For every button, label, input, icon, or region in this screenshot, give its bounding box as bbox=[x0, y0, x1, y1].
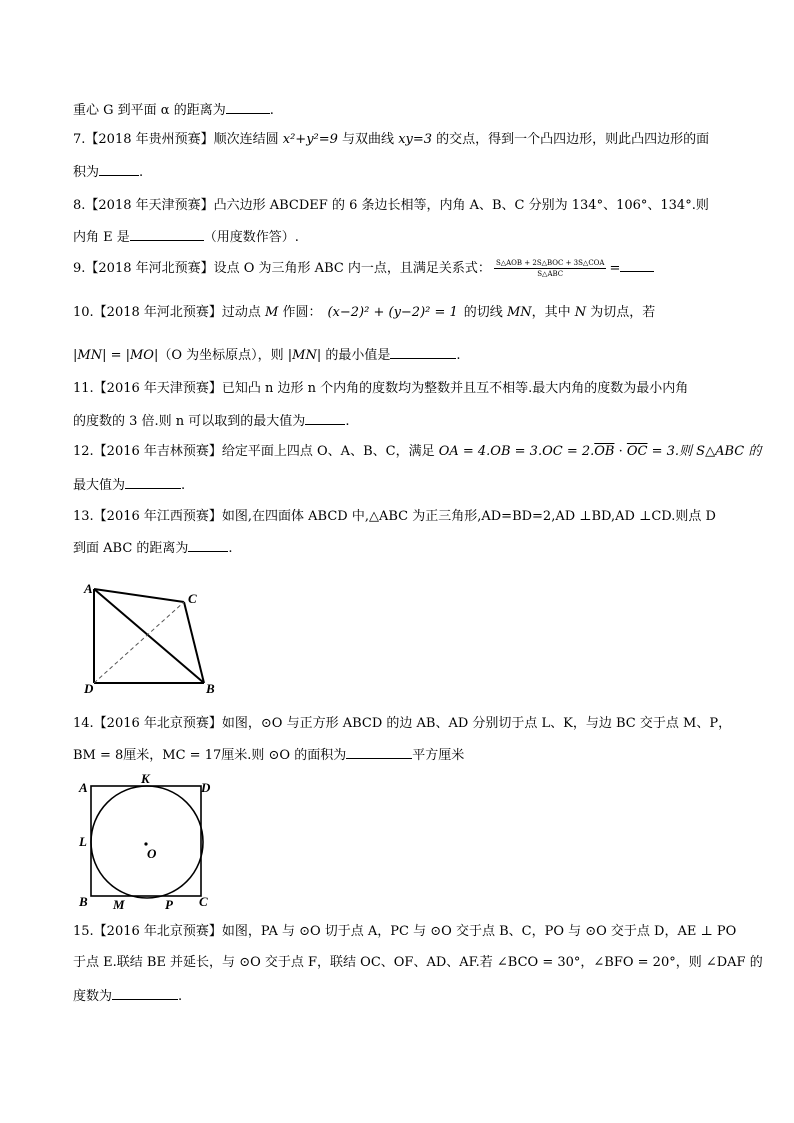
label-C: C bbox=[188, 591, 197, 606]
label-D: D bbox=[84, 681, 94, 695]
label-B: B bbox=[79, 894, 88, 909]
q8-line1: 8.【2018 年天津预赛】凸六边形 ABCDEF 的 6 条边长相等，内角 A、B、C 分别为 134°、106°、134°.则 bbox=[73, 198, 709, 213]
q7-line1: 7.【2018 年贵州预赛】顺次连结圆 x²+y²=9 与双曲线 xy=3 的交点，得到一个凸四边形，则此凸四边形的面 bbox=[73, 132, 710, 147]
label-P: P bbox=[165, 897, 173, 912]
answer-blank bbox=[188, 538, 228, 552]
q6-line: 重心 G 到平面 α 的距离为 bbox=[73, 103, 226, 118]
tetrahedron-figure bbox=[70, 575, 230, 695]
q9-fraction: $\frac{\text{S△AOB + 2S△BOC + 3S△COA}}{\text{S△ABC}}$ bbox=[495, 259, 605, 278]
label-A: A bbox=[84, 581, 93, 596]
q13-line1: 13.【2016 年江西预赛】如图,在四面体 ABCD 中,△ABC 为正三角形,AD=BD=2,AD ⊥BD,AD ⊥CD.则点 D bbox=[73, 509, 716, 524]
q10-line2: |MN| = |MO|（O 为坐标原点），则 |MN| 的最小值是 . bbox=[73, 345, 733, 365]
q13-line2: 到面 ABC 的距离为 . bbox=[73, 538, 733, 558]
answer-blank bbox=[346, 745, 412, 759]
label-O: O bbox=[147, 846, 157, 861]
label-L: L bbox=[79, 834, 87, 849]
q14-line2: BM = 8厘米，MC = 17厘米.则 ⊙O 的面积为 平方厘米 bbox=[73, 745, 733, 765]
hidden-edge-DC bbox=[94, 602, 184, 683]
answer-blank bbox=[620, 258, 654, 272]
q9-line: 9.【2018 年河北预赛】设点 O 为三角形 ABC 内一点，且满足关系式： $\frac{\text{S△AOB + 2S△BOC + 3S△COA}}{\text{S△ABC}}$ = bbox=[73, 258, 733, 279]
label-K: K bbox=[141, 772, 150, 786]
q12-line2: 最大值为 . bbox=[73, 475, 733, 495]
answer-blank bbox=[99, 162, 139, 176]
circle-O bbox=[91, 786, 203, 898]
answer-blank bbox=[226, 100, 270, 114]
q14-line1: 14.【2016 年北京预赛】如图，⊙O 与正方形 ABCD 的边 AB、AD 分别切于点 L、K，与边 BC 交于点 M、P， bbox=[73, 716, 732, 731]
q15-line1: 15.【2016 年北京预赛】如图，PA 与 ⊙O 切于点 A，PC 与 ⊙O 交于点 B、C，PO 与 ⊙O 交于点 D，AE ⊥ PO bbox=[73, 924, 737, 939]
q15-line2: 于点 E.联结 BE 并延长，与 ⊙O 交于点 F，联结 OC、OF、AD、AF.若 ∠BCO = 30°，∠BFO = 20°，则 ∠DAF 的 bbox=[73, 955, 763, 970]
label-A: A bbox=[79, 780, 88, 795]
answer-blank bbox=[305, 411, 345, 425]
q7-line2: 积为 . bbox=[73, 162, 733, 182]
q10-line1: 10.【2018 年河北预赛】过动点 M 作圆： (x−2)² + (y−2)² = 1 的切线 MN，其中 N 为切点，若 bbox=[73, 305, 656, 320]
label-B: B bbox=[206, 681, 215, 695]
label-C: C bbox=[199, 894, 208, 909]
q11-line2: 的度数的 3 倍.则 n 可以取到的最大值为 . bbox=[73, 411, 733, 431]
q8-line2: 内角 E 是 （用度数作答）. bbox=[73, 227, 733, 247]
label-D: D bbox=[201, 780, 211, 795]
label-M: M bbox=[113, 897, 125, 912]
answer-blank bbox=[125, 475, 181, 489]
answer-blank bbox=[130, 227, 204, 241]
edge-CB bbox=[184, 602, 204, 683]
q6-text: 重心 G 到平面 α 的距离为 . bbox=[73, 100, 733, 120]
q15-line3: 度数为 . bbox=[73, 986, 733, 1006]
answer-blank bbox=[112, 986, 178, 1000]
q12-line1: 12.【2016 年吉林预赛】给定平面上四点 O、A、B、C，满足 OA = $4.OB = 3.OC = 2.\overline{OB} \cdot \overline{OC} = 3$.则 S△ABC 的 bbox=[73, 444, 762, 459]
q11-line1: 11.【2016 年天津预赛】已知凸 n 边形 n 个内角的度数均为整数并且互不相等.最大内角的度数为最小内角 bbox=[73, 381, 689, 396]
square-circle-figure bbox=[75, 772, 225, 912]
answer-blank bbox=[390, 345, 456, 359]
